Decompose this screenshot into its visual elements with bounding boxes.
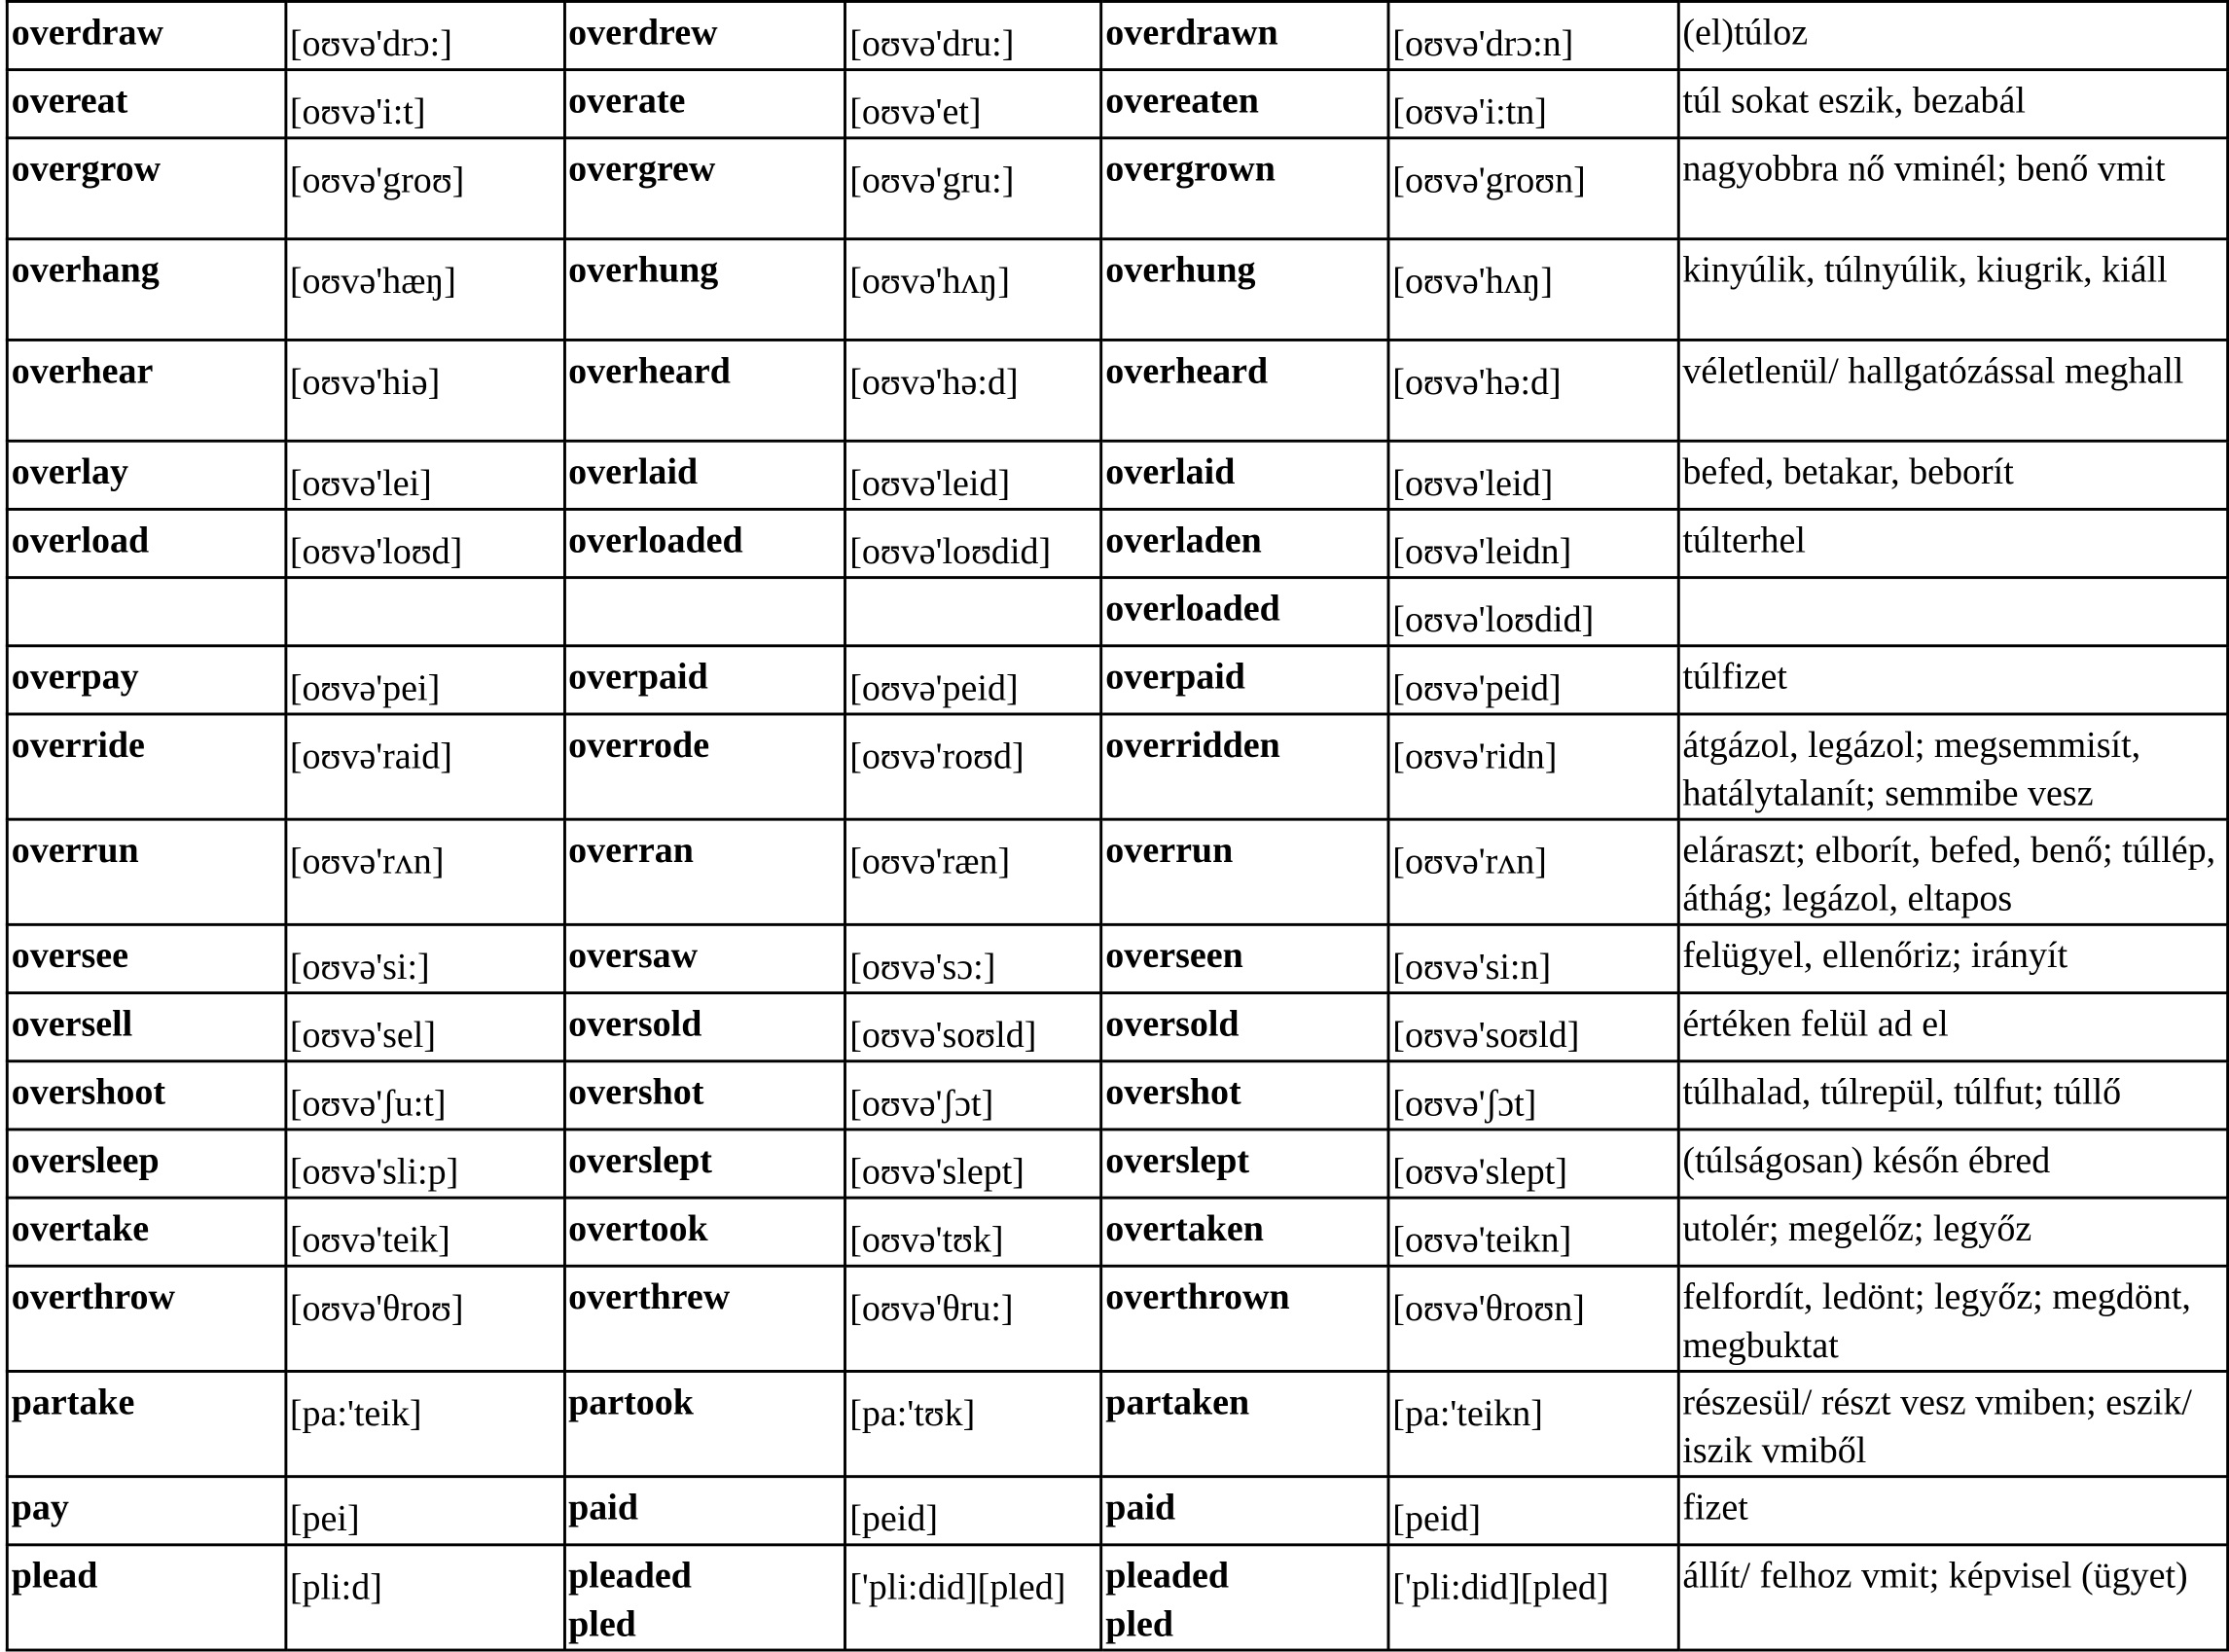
past-participle-line: pled — [1105, 1602, 1174, 1645]
base-form: overrun — [7, 819, 285, 924]
table-row — [7, 509, 2227, 577]
past-simple — [564, 578, 845, 646]
past-simple: overhung — [564, 239, 845, 341]
base-form: plead — [7, 1545, 285, 1650]
past-participle-pronunciation: [oʊvə'ridn] — [1388, 714, 1678, 819]
past-simple-pronunciation: [oʊvə'gru:] — [845, 138, 1101, 239]
past-participle-pronunciation: [oʊvə'teikn] — [1388, 1198, 1678, 1266]
base-form: oversee — [7, 924, 285, 992]
past-participle: overlaid — [1101, 441, 1388, 509]
past-simple-pronunciation: [oʊvə'tʊk] — [845, 1198, 1101, 1266]
past-participle-pronunciation: [oʊvə'groʊn] — [1388, 138, 1678, 239]
past-participle-pronunciation: [oʊvə'slept] — [1388, 1130, 1678, 1198]
base-pronunciation: [oʊvə'hæŋ] — [285, 239, 563, 341]
past-simple: overlaid — [564, 441, 845, 509]
table-row — [7, 239, 2227, 341]
base-pronunciation: [oʊvə'pei] — [285, 646, 563, 714]
past-participle — [1101, 1545, 1388, 1650]
past-simple: paid — [564, 1477, 845, 1545]
past-participle: overloaded — [1101, 578, 1388, 646]
table-row — [7, 441, 2227, 509]
past-simple: overthrew — [564, 1266, 845, 1371]
past-simple-pronunciation: [oʊvə'dru:] — [845, 1, 1101, 69]
table-row — [7, 646, 2227, 714]
past-simple: overslept — [564, 1130, 845, 1198]
base-pronunciation: [pli:d] — [285, 1545, 563, 1650]
base-form: overthrow — [7, 1266, 285, 1371]
past-simple-line: pled — [568, 1602, 636, 1645]
table-row — [7, 70, 2227, 138]
hungarian-meaning: állít/ felhoz vmit; képvisel (ügyet) — [1678, 1545, 2228, 1650]
base-pronunciation: [oʊvə'sli:p] — [285, 1130, 563, 1198]
table-row — [7, 1477, 2227, 1545]
hungarian-meaning: felügyel, ellenőriz; irányít — [1678, 924, 2228, 992]
past-simple-pronunciation: [oʊvə'slept] — [845, 1130, 1101, 1198]
hungarian-meaning: véletlenül/ hallgatózással meghall — [1678, 340, 2228, 441]
base-pronunciation: [oʊvə'groʊ] — [285, 138, 563, 239]
hungarian-meaning: nagyobbra nő vminél; benő vmit — [1678, 138, 2228, 239]
past-simple: overtook — [564, 1198, 845, 1266]
past-simple: oversold — [564, 993, 845, 1061]
base-form: pay — [7, 1477, 285, 1545]
past-simple: overshot — [564, 1061, 845, 1130]
past-simple-pronunciation: [oʊvə'ræn] — [845, 819, 1101, 924]
past-simple-pronunciation: [oʊvə'hʌŋ] — [845, 239, 1101, 341]
table-row — [7, 138, 2227, 239]
past-simple-pronunciation: [oʊvə'sɔ:] — [845, 924, 1101, 992]
base-pronunciation: [oʊvə'raid] — [285, 714, 563, 819]
past-participle: paid — [1101, 1477, 1388, 1545]
past-participle-pronunciation: [oʊvə'ʃɔt] — [1388, 1061, 1678, 1130]
past-participle-pronunciation: [oʊvə'soʊld] — [1388, 993, 1678, 1061]
past-simple: overgrew — [564, 138, 845, 239]
past-participle: overslept — [1101, 1130, 1388, 1198]
base-form: overeat — [7, 70, 285, 138]
past-simple-pronunciation: [oʊvə'θru:] — [845, 1266, 1101, 1371]
hungarian-meaning: túlhalad, túlrepül, túlfut; túllő — [1678, 1061, 2228, 1130]
past-participle: overseen — [1101, 924, 1388, 992]
base-pronunciation: [oʊvə'teik] — [285, 1198, 563, 1266]
past-participle-line: pleaded — [1105, 1555, 1230, 1597]
table-row — [7, 1198, 2227, 1266]
table-row — [7, 1061, 2227, 1130]
hungarian-meaning: felfordít, ledönt; legyőz; megdönt, megbuktat — [1678, 1266, 2228, 1371]
past-participle: overgrown — [1101, 138, 1388, 239]
base-pronunciation: [oʊvə'sel] — [285, 993, 563, 1061]
base-pronunciation: [oʊvə'rʌn] — [285, 819, 563, 924]
table-row — [7, 1130, 2227, 1198]
past-simple-pronunciation: [oʊvə'et] — [845, 70, 1101, 138]
hungarian-meaning: utolér; megelőz; legyőz — [1678, 1198, 2228, 1266]
past-simple-pronunciation: [oʊvə'leid] — [845, 441, 1101, 509]
table-row — [7, 340, 2227, 441]
past-participle-pronunciation: [oʊvə'drɔ:n] — [1388, 1, 1678, 69]
base-form: overload — [7, 509, 285, 577]
hungarian-meaning: fizet — [1678, 1477, 2228, 1545]
past-participle: overrun — [1101, 819, 1388, 924]
past-simple: overpaid — [564, 646, 845, 714]
past-simple: overheard — [564, 340, 845, 441]
past-simple: overdrew — [564, 1, 845, 69]
past-simple-pronunciation: ['pli:did][pled] — [845, 1545, 1101, 1650]
table-row — [7, 993, 2227, 1061]
past-simple-pronunciation: [oʊvə'loʊdid] — [845, 509, 1101, 577]
base-pronunciation: [oʊvə'drɔ:] — [285, 1, 563, 69]
table-row — [7, 1266, 2227, 1371]
past-participle-pronunciation: [peid] — [1388, 1477, 1678, 1545]
past-participle-pronunciation: [oʊvə'θroʊn] — [1388, 1266, 1678, 1371]
table-body — [7, 0, 2227, 1650]
past-participle-pronunciation: [oʊvə'leidn] — [1388, 509, 1678, 577]
irregular-verbs-table — [6, 0, 2229, 1651]
base-form: overpay — [7, 646, 285, 714]
table-row — [7, 1545, 2227, 1650]
past-simple: overate — [564, 70, 845, 138]
past-simple-pronunciation: [oʊvə'peid] — [845, 646, 1101, 714]
table-row — [7, 819, 2227, 924]
past-participle-pronunciation: [oʊvə'i:tn] — [1388, 70, 1678, 138]
past-participle-pronunciation: [oʊvə'peid] — [1388, 646, 1678, 714]
hungarian-meaning: befed, betakar, beborít — [1678, 441, 2228, 509]
base-form: oversleep — [7, 1130, 285, 1198]
base-form: partake — [7, 1371, 285, 1476]
past-participle-pronunciation: ['pli:did][pled] — [1388, 1545, 1678, 1650]
hungarian-meaning: átgázol, legázol; megsemmisít, hatálytalanít; semmibe vesz — [1678, 714, 2228, 819]
past-participle: overhung — [1101, 239, 1388, 341]
past-participle: oversold — [1101, 993, 1388, 1061]
table-row — [7, 714, 2227, 819]
past-simple-pronunciation: [peid] — [845, 1477, 1101, 1545]
past-participle-pronunciation: [oʊvə'si:n] — [1388, 924, 1678, 992]
hungarian-meaning: kinyúlik, túlnyúlik, kiugrik, kiáll — [1678, 239, 2228, 341]
table-row — [7, 924, 2227, 992]
table-row — [7, 1, 2227, 69]
past-simple: oversaw — [564, 924, 845, 992]
hungarian-meaning: túl sokat eszik, bezabál — [1678, 70, 2228, 138]
base-pronunciation: [oʊvə'i:t] — [285, 70, 563, 138]
hungarian-meaning: túlfizet — [1678, 646, 2228, 714]
base-form: overgrow — [7, 138, 285, 239]
base-form: overshoot — [7, 1061, 285, 1130]
past-participle-pronunciation: [oʊvə'hʌŋ] — [1388, 239, 1678, 341]
past-simple-pronunciation: [oʊvə'soʊld] — [845, 993, 1101, 1061]
base-form: overhear — [7, 340, 285, 441]
base-form: oversell — [7, 993, 285, 1061]
past-simple: overloaded — [564, 509, 845, 577]
past-participle-pronunciation: [pa:'teikn] — [1388, 1371, 1678, 1476]
base-pronunciation — [285, 578, 563, 646]
hungarian-meaning: (túlságosan) későn ébred — [1678, 1130, 2228, 1198]
hungarian-meaning: (el)túloz — [1678, 1, 2228, 69]
hungarian-meaning: értéken felül ad el — [1678, 993, 2228, 1061]
past-participle: overdrawn — [1101, 1, 1388, 69]
base-form: overtake — [7, 1198, 285, 1266]
past-participle: overridden — [1101, 714, 1388, 819]
hungarian-meaning: eláraszt; elborít, befed, benő; túllép, áthág; legázol, eltapos — [1678, 819, 2228, 924]
past-simple: overran — [564, 819, 845, 924]
hungarian-meaning: túlterhel — [1678, 509, 2228, 577]
past-simple-line: pleaded — [568, 1555, 692, 1597]
past-simple: overrode — [564, 714, 845, 819]
past-participle: overheard — [1101, 340, 1388, 441]
past-simple-pronunciation: [oʊvə'roʊd] — [845, 714, 1101, 819]
base-pronunciation: [pei] — [285, 1477, 563, 1545]
base-form: overdraw — [7, 1, 285, 69]
past-simple-pronunciation: [pa:'tʊk] — [845, 1371, 1101, 1476]
table-row — [7, 578, 2227, 646]
past-participle: overeaten — [1101, 70, 1388, 138]
hungarian-meaning — [1678, 578, 2228, 646]
past-participle: overpaid — [1101, 646, 1388, 714]
base-form: overhang — [7, 239, 285, 341]
base-pronunciation: [pa:'teik] — [285, 1371, 563, 1476]
past-participle-pronunciation: [oʊvə'rʌn] — [1388, 819, 1678, 924]
past-participle-pronunciation: [oʊvə'leid] — [1388, 441, 1678, 509]
hungarian-meaning: részesül/ részt vesz vmiben; eszik/ iszik vmiből — [1678, 1371, 2228, 1476]
table-row — [7, 1371, 2227, 1476]
base-form — [7, 578, 285, 646]
past-participle: overtaken — [1101, 1198, 1388, 1266]
base-form: override — [7, 714, 285, 819]
base-pronunciation: [oʊvə'θroʊ] — [285, 1266, 563, 1371]
past-participle-pronunciation: [oʊvə'loʊdid] — [1388, 578, 1678, 646]
past-participle: partaken — [1101, 1371, 1388, 1476]
past-participle: overthrown — [1101, 1266, 1388, 1371]
base-pronunciation: [oʊvə'si:] — [285, 924, 563, 992]
base-pronunciation: [oʊvə'loʊd] — [285, 509, 563, 577]
past-simple: partook — [564, 1371, 845, 1476]
past-simple-pronunciation — [845, 578, 1101, 646]
past-simple — [564, 1545, 845, 1650]
base-pronunciation: [oʊvə'lei] — [285, 441, 563, 509]
past-participle-pronunciation: [oʊvə'hə:d] — [1388, 340, 1678, 441]
past-simple-pronunciation: [oʊvə'hə:d] — [845, 340, 1101, 441]
past-participle: overshot — [1101, 1061, 1388, 1130]
base-pronunciation: [oʊvə'hiə] — [285, 340, 563, 441]
base-pronunciation: [oʊvə'ʃu:t] — [285, 1061, 563, 1130]
past-simple-pronunciation: [oʊvə'ʃɔt] — [845, 1061, 1101, 1130]
base-form: overlay — [7, 441, 285, 509]
past-participle: overladen — [1101, 509, 1388, 577]
